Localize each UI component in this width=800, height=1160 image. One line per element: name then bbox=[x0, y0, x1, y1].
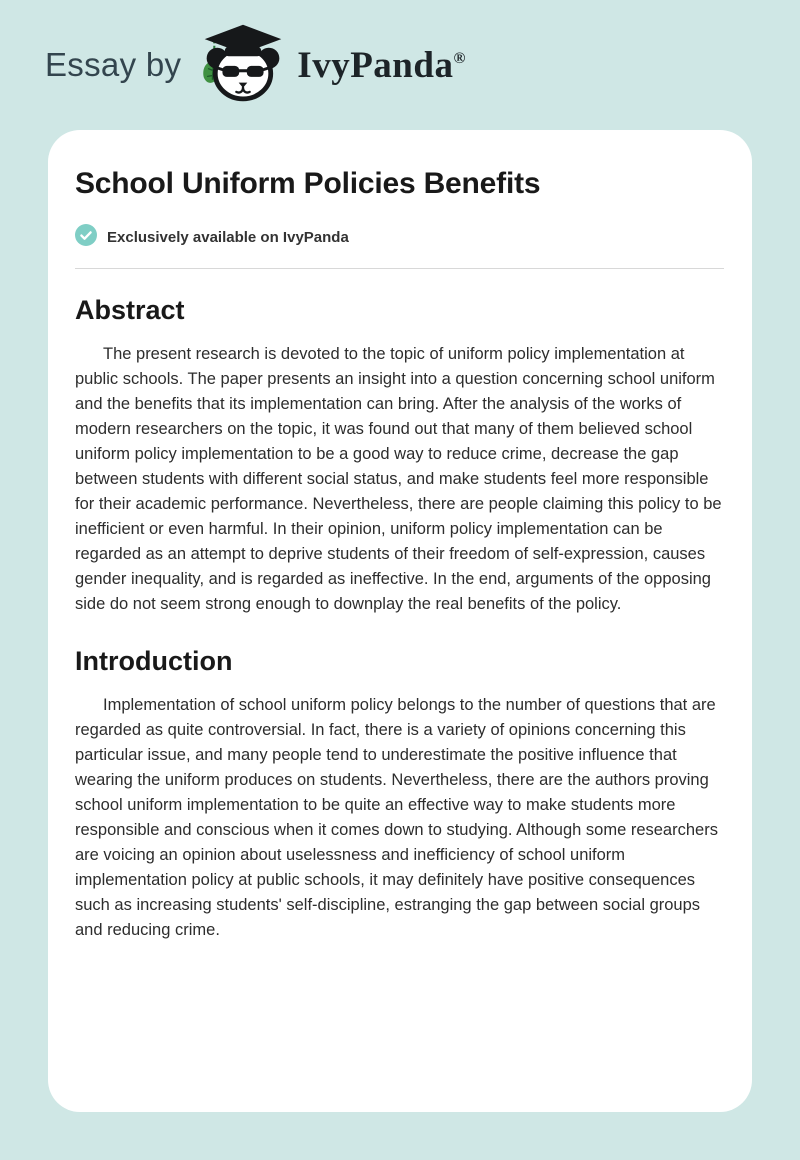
section-heading: Introduction bbox=[75, 646, 233, 676]
section-paragraph: The present research is devoted to the topic of uniform policy implementation at public schools. The paper presents an insight into a question concerning school uniform and the benefits that its implementation can bring. After the analysis of the works of modern researchers on the topic, it was found out that many of them believed school uniform policy implementation to be a good way to reduce crime, decrease the gap between students with different social status, and make students feel more responsible for their academic performance. Nevertheless, there are people claiming this policy to be inefficient or even harmful. In their opinion, uniform policy implementation can be regarded as an attempt to deprive students of their freedom of self-expression, causes gender inequality, and is regarded as ineffective. In the end, arguments of the opposing side do not seem strong enough to downplay the real benefits of the policy. bbox=[75, 345, 722, 613]
essay-by-text: Essay by bbox=[45, 46, 182, 83]
essay-card bbox=[48, 130, 752, 1112]
section-heading: Abstract bbox=[75, 295, 185, 325]
panda-graduate-logo-icon bbox=[195, 19, 291, 112]
divider bbox=[75, 268, 724, 269]
page-title: School Uniform Policies Benefits bbox=[75, 167, 541, 200]
registered-mark: ® bbox=[453, 49, 466, 67]
section-abstract bbox=[75, 294, 724, 617]
section-introduction bbox=[75, 645, 724, 943]
site-header bbox=[0, 0, 800, 130]
check-icon bbox=[75, 224, 97, 251]
brand-wordmark: IvyPanda® bbox=[297, 44, 466, 86]
availability-badge bbox=[75, 224, 724, 251]
ivypanda-logo-link[interactable] bbox=[195, 19, 466, 112]
availability-label: Exclusively available on IvyPanda bbox=[107, 229, 349, 246]
section-paragraph: Implementation of school uniform policy belongs to the number of questions that are regarded as quite controversial. In fact, there is a variety of opinions concerning this particular issue, and many people tend to underestimate the positive influence that wearing the uniform produces on students. Nevertheless, there are the authors proving school uniform implementation to be quite an effective way to make students more responsible and conscious when it comes down to studying. Although some researchers are voicing an opinion about uselessness and inefficiency of school uniform implementation policy at public schools, it may definitely have positive consequences such as increasing students' self-discipline, estranging the gap between social groups and reducing crime. bbox=[75, 696, 718, 939]
